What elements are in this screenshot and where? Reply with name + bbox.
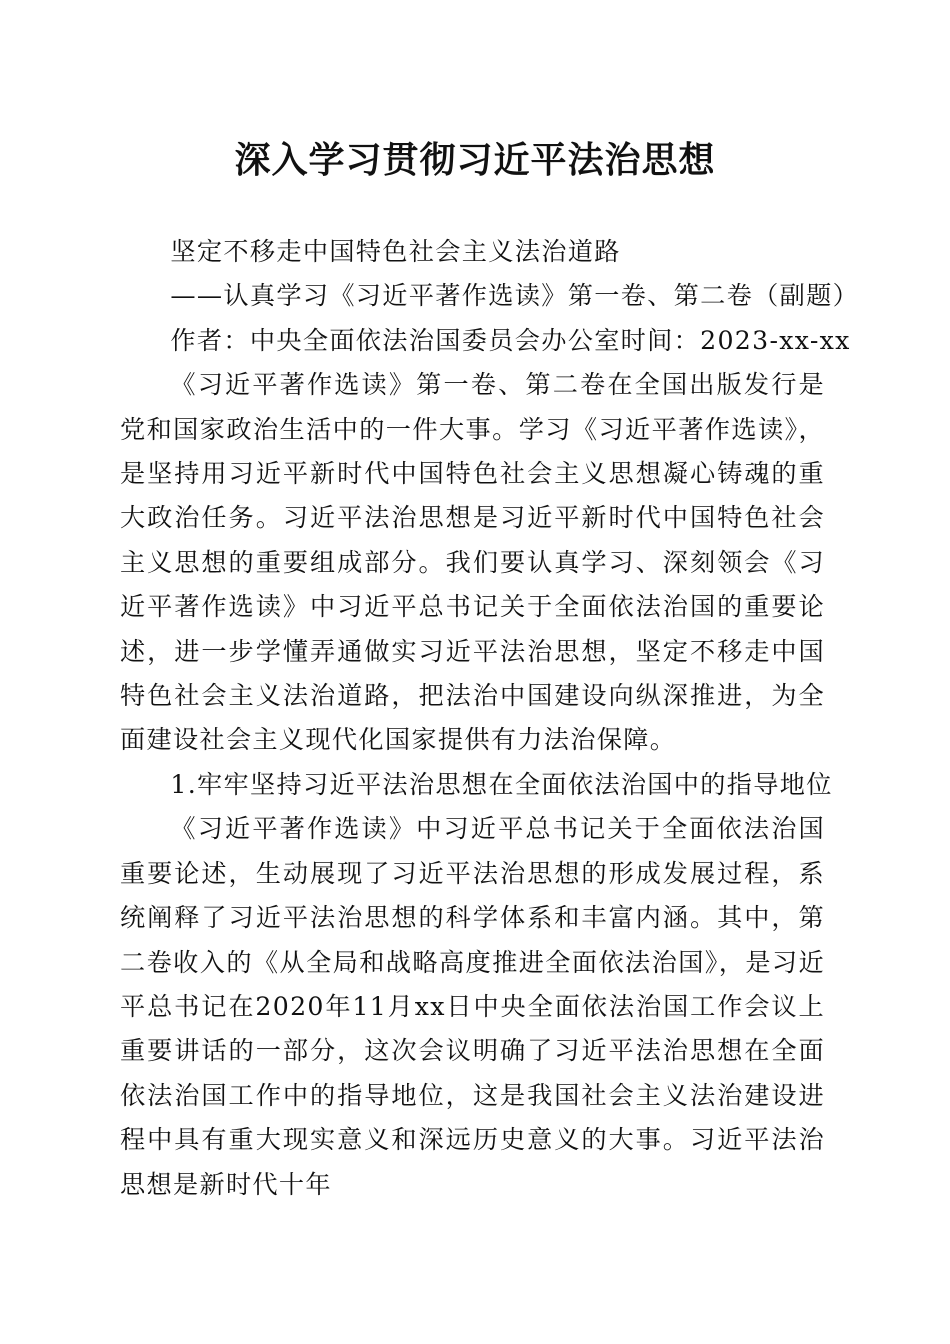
paragraph-intro: 《习近平著作选读》第一卷、第二卷在全国出版发行是党和国家政治生活中的一件大事。学习《习近平著作选读》，是坚持用习近平新时代中国特色社会主义思想凝心铸魂的重大政治任务。习近平法治思想是习近平新时代中国特色社会主义思想的重要组成部分。我们要认真学习、深刻领会《习近平著作选读》中习近平总书记关于全面依法治国的重要论述，进一步学懂弄通做实习近平法治思想，坚定不移走中国特色社会主义法治道路，把法治中国建设向纵深推进，为全面建设社会主义现代化国家提供有力法治保障。	[120, 370, 825, 755]
subtitle-secondary: ——认真学习《习近平著作选读》第一卷、第二卷（副题）	[170, 281, 860, 311]
document-body	[120, 230, 860, 1207]
subtitle: 坚定不移走中国特色社会主义法治道路	[170, 237, 621, 266]
document-title: 深入学习贯彻习近平法治思想	[234, 139, 716, 181]
byline: 作者：中央全面依法治国委员会办公室时间：2023-xx-xx	[170, 325, 851, 355]
section-heading: 1.牢牢坚持习近平法治思想在全面依法治国中的指导地位	[170, 769, 833, 799]
paragraph-section-1: 《习近平著作选读》中习近平总书记关于全面依法治国重要论述，生动展现了习近平法治思想的形成发展过程，系统阐释了习近平法治思想的科学体系和丰富内涵。其中，第二卷收入的《从全局和战略高度推进全面依法治国》，是习近平总书记在2020年11月xx日中央全面依法治国工作会议上重要讲话的一部分，这次会议明确了习近平法治思想在全面依法治国工作中的指导地位，这是我国社会主义法治建设进程中具有重大现实意义和深远历史意义的大事。习近平法治思想是新时代十年	[120, 814, 825, 1199]
